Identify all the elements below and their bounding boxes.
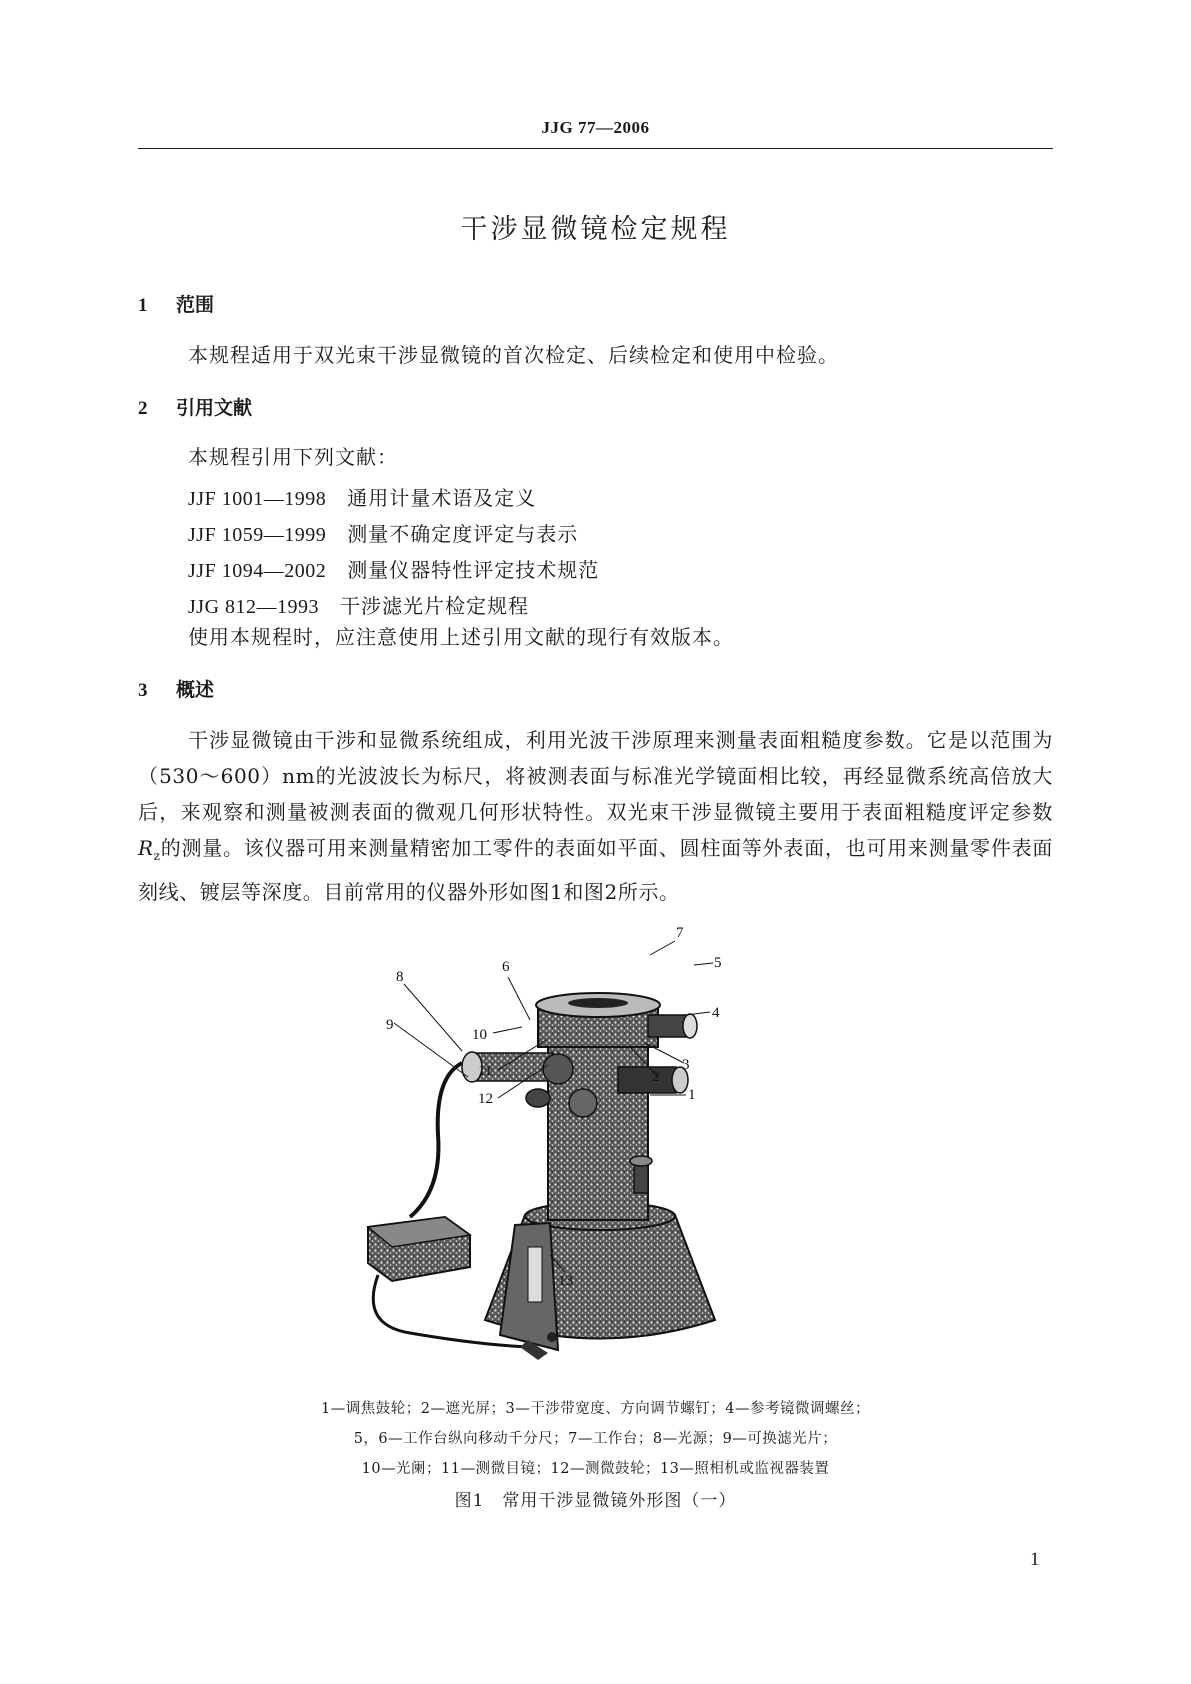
label-9: 9	[386, 1017, 394, 1033]
section-title: 引用文献	[176, 397, 253, 419]
label-10: 10	[472, 1027, 487, 1043]
reference-code: JJF 1001—1998	[188, 488, 327, 510]
reference-code: JJG 812—1993	[188, 596, 320, 618]
header-rule	[138, 148, 1053, 149]
microscope-figure	[380, 925, 800, 1360]
section-number: 3	[138, 680, 148, 701]
reference-name: 干涉滤光片检定规程	[340, 594, 530, 618]
label-7: 7	[676, 925, 684, 941]
reference-item	[188, 590, 529, 619]
microscope-illustration	[368, 993, 715, 1360]
document-header: JJG 77—2006	[541, 118, 650, 137]
rz-symbol: R	[138, 836, 154, 860]
section-title: 范围	[176, 294, 215, 316]
overview-text-part2: 的测量。该仪器可用来测量精密加工零件的表面如平面、圆柱面等外表面，也可用来测量零件表面刻线、镀层等深度。目前常用的仪器外形如图1和图2所示。	[138, 836, 1053, 904]
reference-item	[188, 482, 536, 511]
section-3-heading	[138, 675, 214, 702]
references-note: 使用本规程时，应注意使用上述引用文献的现行有效版本。	[188, 625, 734, 649]
reference-name: 通用计量术语及定义	[347, 486, 537, 510]
reference-item	[188, 554, 599, 583]
reference-code: JJF 1059—1999	[188, 524, 327, 546]
section-1-text: 本规程适用于双光束干涉显微镜的首次检定、后续检定和使用中检验。	[188, 343, 839, 367]
section-3-text	[138, 722, 1053, 910]
label-2: 2	[652, 1069, 660, 1085]
label-1: 1	[688, 1087, 696, 1103]
label-4: 4	[712, 1005, 720, 1021]
page-number: 1	[1030, 1549, 1040, 1570]
reference-code: JJF 1094—2002	[188, 560, 327, 582]
references-intro: 本规程引用下列文献：	[188, 445, 398, 469]
reference-name: 测量仪器特性评定技术规范	[347, 558, 600, 582]
figure-caption: 图1 常用干涉显微镜外形图（一）	[454, 1491, 737, 1511]
label-8: 8	[396, 969, 404, 985]
label-13: 13	[558, 1273, 573, 1289]
label-6: 6	[502, 959, 510, 975]
label-5: 5	[714, 955, 722, 971]
section-2-heading	[138, 393, 252, 420]
label-12: 12	[478, 1091, 493, 1107]
page-title: 干涉显微镜检定规程	[460, 214, 731, 245]
section-number: 2	[138, 398, 148, 419]
overview-text-part1: 干涉显微镜由干涉和显微系统组成，利用光波干涉原理来测量表面粗糙度参数。它是以范围为（530～600）nm的光波波长为标尺，将被测表面与标准光学镜面相比较，再经显微系统高倍放大后，来观察和测量被测表面的微观几何形状特性。双光束干涉显微镜主要用于表面粗糙度评定参数	[138, 728, 1053, 824]
section-number: 1	[138, 295, 148, 316]
figure-legend-line: 1—调焦鼓轮；2—遮光屏；3—干涉带宽度、方向调节螺钉；4—参考镜微调螺丝；	[321, 1401, 870, 1417]
section-1-heading	[138, 290, 214, 317]
reference-item	[188, 518, 578, 547]
section-title: 概述	[176, 679, 215, 701]
reference-name: 测量不确定度评定与表示	[347, 522, 579, 546]
label-11: 11	[478, 1063, 493, 1079]
label-3: 3	[682, 1057, 690, 1073]
figure-legend-line: 5，6—工作台纵向移动千分尺；7—工作台；8—光源；9—可换滤光片；	[353, 1431, 838, 1447]
rz-subscript: z	[153, 849, 161, 863]
figure-legend-line: 10—光阑；11—测微目镜；12—测微鼓轮；13—照相机或监视器装置	[361, 1461, 830, 1477]
